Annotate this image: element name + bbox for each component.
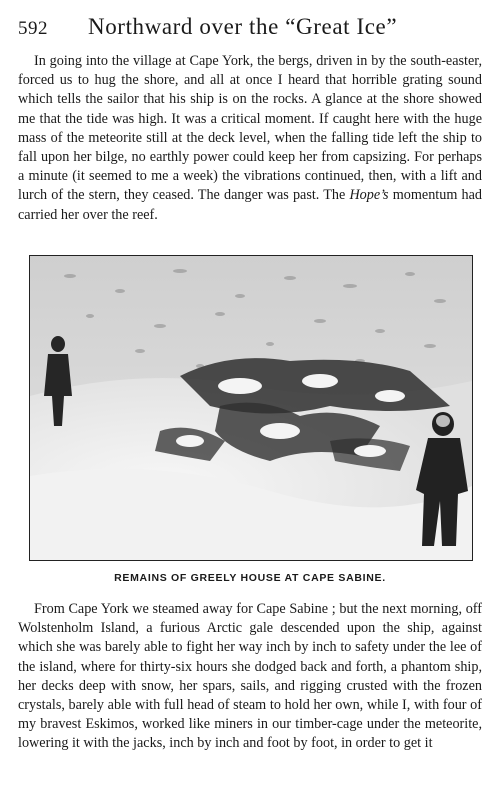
paragraph-2: From Cape York we steamed away for Cape Sabine ; but the next morning, off Wolstenholm Island, a furious Arctic gale descended upon the ship, against which she was barely able to fight her way inch by inch to safety under the lee of the island, where for thirty-six hours she dodged back and forth, a phantom ship, her decks deep with snow, her spars, sails, and rigging crusted with the frozen crystals, barely able with full head of steam to hold her own, while I, with four of my bravest Eskimos, worked like miners in our timber-cage under the meteorite, lowering it with the jacks, inch by inch and foot by foot, in order to get it [18,601,482,752]
photograph-illustration [30,256,472,560]
paragraph-1-text-a: In going into the village at Cape York, the bergs, driven in by the south-easter, forced us to hug the shore, and all at once I heard that horrible grating sound which tells the sailor that his ship is on the rocks. A glance at the shore showed me that the tide was high. It was a critical moment. If caught here with the huge mass of the meteorite still at the deck level, when the falling tide left the ship to fall upon her bilge, no earthly power could keep her from capsizing. For perhaps a minute (it seemed to me a week) the vibrations continued, then, with a lift and lurch of the stern, they ceased. The danger was past. The [18,53,482,204]
figure-caption: REMAINS OF GREELY HOUSE AT CAPE SABINE. [114,572,386,584]
photograph-greely-house [29,255,473,561]
page-number: 592 [18,18,48,39]
running-title: Northward over the “Great Ice” [88,14,398,39]
ship-name-italic: Hope’s [349,187,389,204]
paragraph-1 [18,52,482,225]
paragraph-1-text-b: momentum had carried her over the reef. [18,187,482,223]
page-header [18,14,482,44]
